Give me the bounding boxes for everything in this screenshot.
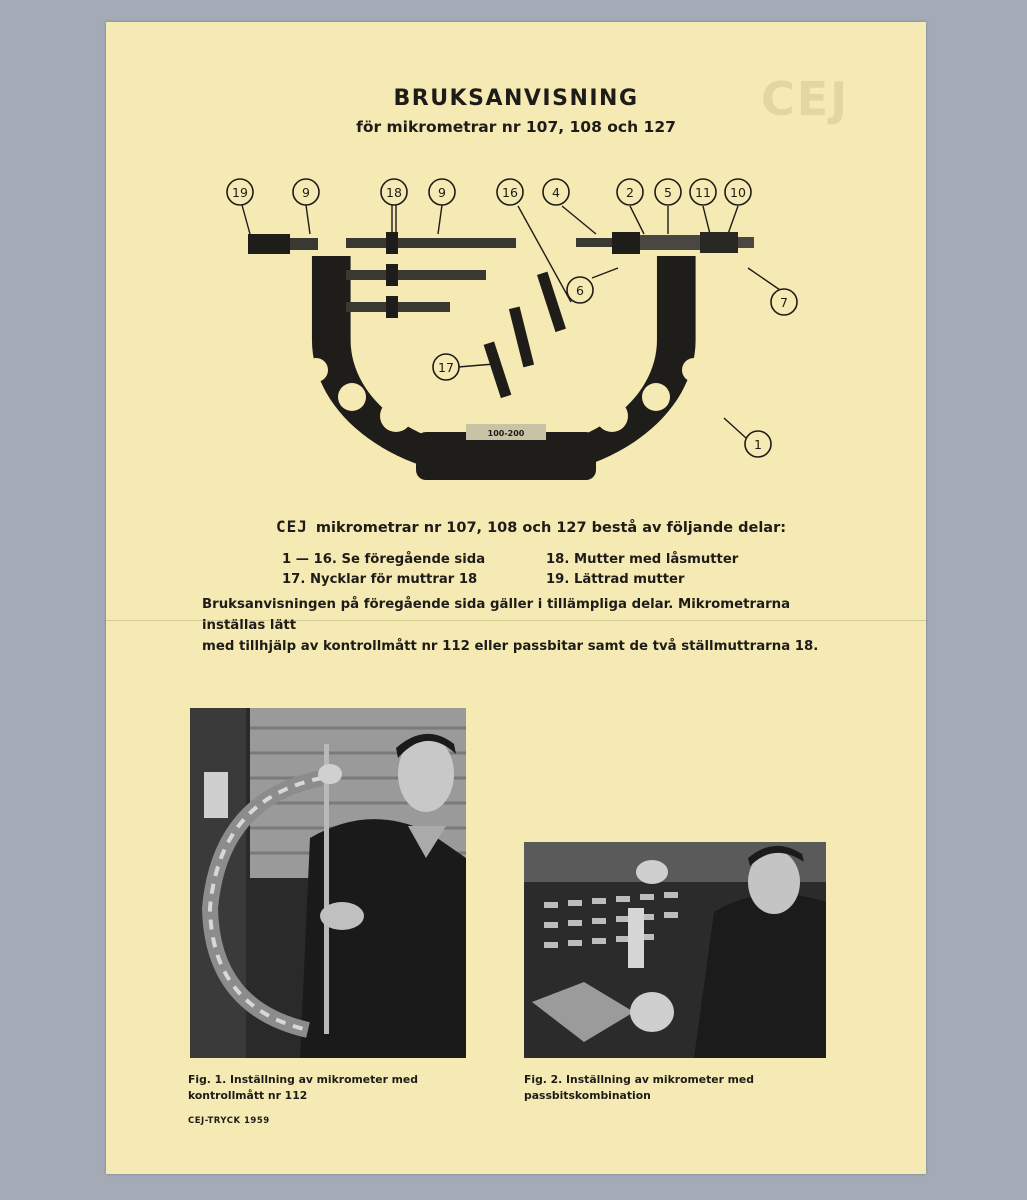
instruction-line: Bruksanvisningen på föregående sida gäller i tillämpliga delar. Mikrometrarna inställas lätt bbox=[202, 597, 791, 633]
callout-10: 10 bbox=[730, 185, 746, 200]
callout-6: 6 bbox=[576, 283, 584, 298]
part-item: 1 — 16. Se föregående sida bbox=[282, 552, 486, 567]
caption-line: passbitskombination bbox=[524, 1089, 651, 1102]
part-item: 18. Mutter med låsmutter bbox=[546, 552, 739, 567]
instruction-line: med tillhjälp av kontrollmått nr 112 eller passbitar samt de två ställmuttrarna 18. bbox=[202, 639, 819, 654]
callout-18: 18 bbox=[386, 185, 402, 200]
figure-1-caption bbox=[188, 1072, 418, 1104]
print-footer: CEJ-TRYCK 1959 bbox=[188, 1116, 270, 1126]
part-item: 17. Nycklar för muttrar 18 bbox=[282, 572, 478, 587]
figure-1-photo bbox=[190, 708, 466, 1058]
callout-11: 11 bbox=[695, 185, 711, 200]
document-title: BRUKSANVISNING bbox=[393, 86, 639, 111]
micrometer-parts-diagram bbox=[226, 172, 786, 512]
callout-2: 2 bbox=[626, 185, 634, 200]
instruction-paragraph bbox=[202, 594, 842, 657]
callout-17: 17 bbox=[438, 360, 454, 375]
document-sheet bbox=[106, 22, 926, 1174]
callout-19: 19 bbox=[232, 185, 248, 200]
callout-5: 5 bbox=[664, 185, 672, 200]
brand-logo: CEJ bbox=[276, 517, 308, 536]
callout-1: 1 bbox=[754, 437, 762, 452]
figure-2-caption bbox=[524, 1072, 754, 1104]
frame-label: 100-200 bbox=[487, 429, 525, 438]
caption-line: Fig. 2. Inställning av mikrometer med bbox=[524, 1073, 754, 1086]
parts-heading-text: mikrometrar nr 107, 108 och 127 bestå av följande delar: bbox=[315, 520, 787, 536]
caption-line: Fig. 1. Inställning av mikrometer med bbox=[188, 1073, 418, 1086]
callout-16: 16 bbox=[502, 185, 518, 200]
parts-heading bbox=[276, 517, 786, 536]
document-subtitle: för mikrometrar nr 107, 108 och 127 bbox=[356, 118, 676, 136]
callout-9: 9 bbox=[302, 185, 310, 200]
callout-4: 4 bbox=[552, 185, 560, 200]
bleed-through-logo: CEJ bbox=[761, 72, 850, 126]
callout-7: 7 bbox=[780, 295, 788, 310]
caption-line: kontrollmått nr 112 bbox=[188, 1089, 308, 1102]
figure-2-photo bbox=[524, 842, 826, 1058]
callout-9b: 9 bbox=[438, 185, 446, 200]
part-item: 19. Lättrad mutter bbox=[546, 572, 685, 587]
